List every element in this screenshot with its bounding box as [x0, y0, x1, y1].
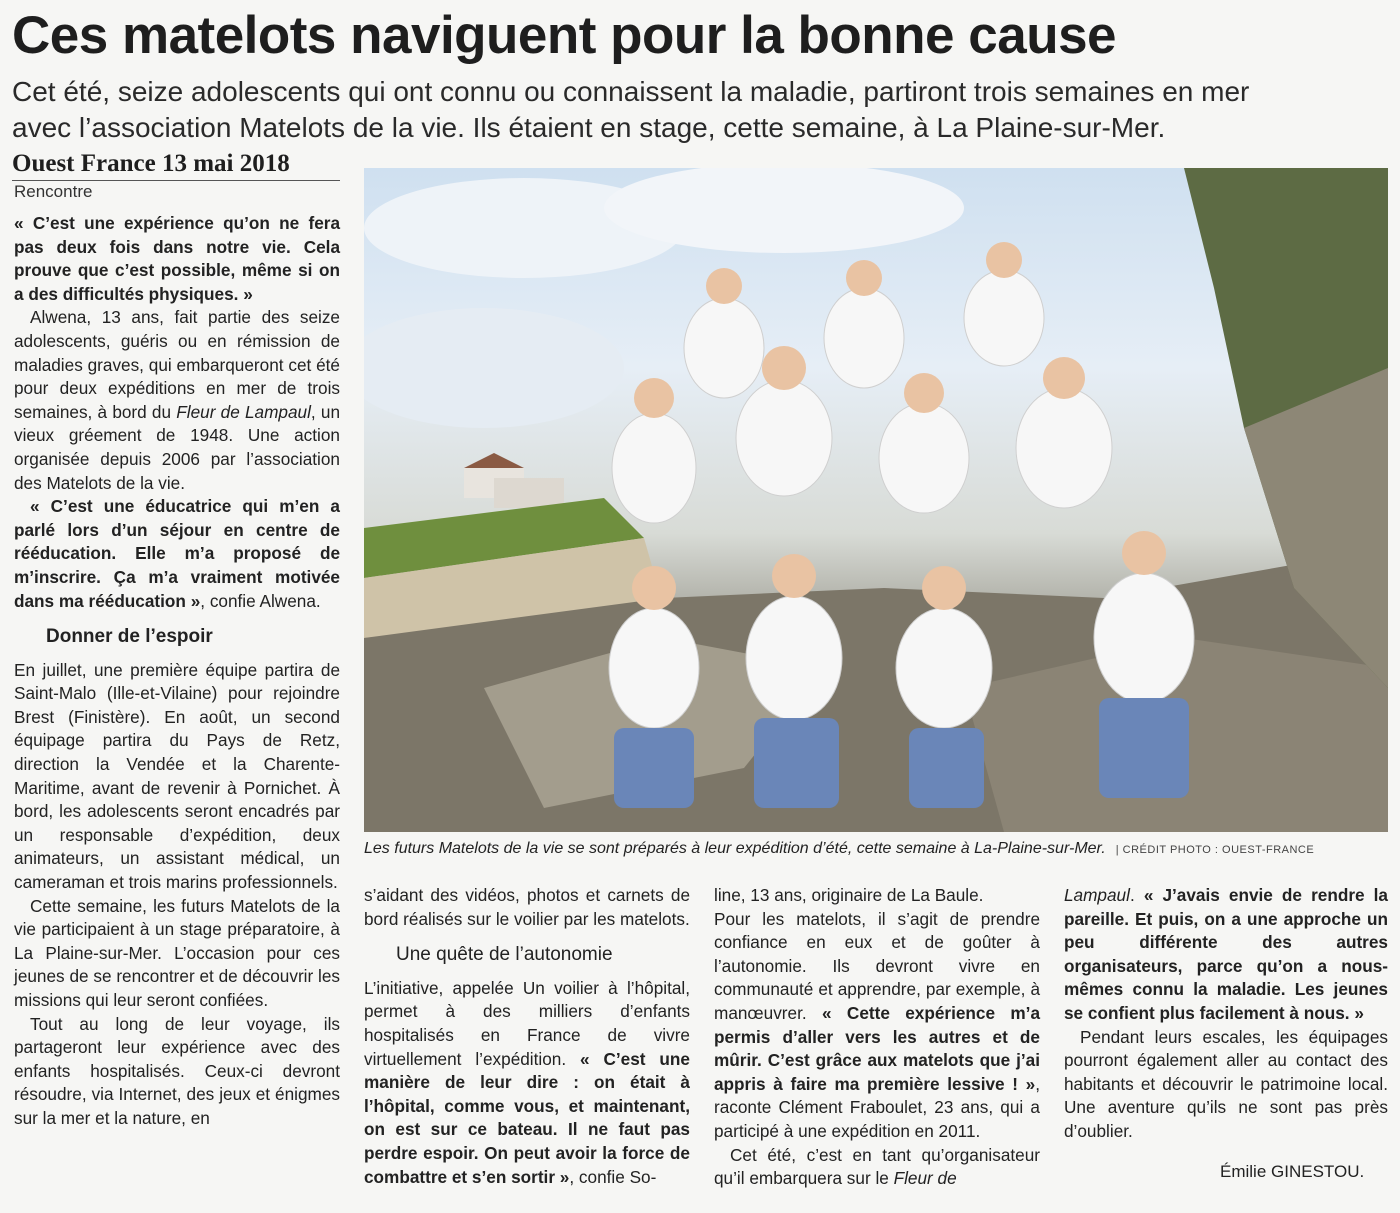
rubric-label: Rencontre	[14, 182, 93, 201]
paragraph: Cette semaine, les futurs Matelots de la vie participaient à un stage préparatoire, à La Plaine-sur-Mer. L’occasion pour ces jeunes de se rencontrer et de découvrir les missions qui leur seront confiées.	[14, 895, 340, 1010]
source-dateline: Ouest France 13 mai 2018	[12, 150, 340, 181]
paragraph: Pour les matelots, il s’agit de prendre confiance en eux et de goûter à l’autonomie. Ils devront vivre en communauté et apprendre, par exemple, à manœuvrer. « Cette expérience m’a permis d’aller vers les autres et de mûrir. C’est grâce aux matelots que j’ai appris à faire ma première lessive ! », raconte Clément Fraboulet, 23 ans, qui a participé à une expédition en 2011.	[714, 908, 1041, 1141]
headline: Ces matelots naviguent pour la bonne cause	[12, 6, 1117, 65]
subhead-quete-autonomie: Une quête de l’autonomie	[396, 944, 613, 966]
opening-quote	[14, 212, 340, 306]
photo-caption	[364, 840, 1388, 858]
paragraph: Cet été, c’est en tant qu’organisateur qu’il embarquera sur le Fleur de	[714, 1144, 1040, 1189]
paragraph: s’aidant des vidéos, photos et carnets de bord réalisés sur le voilier par les matelots.	[364, 885, 690, 929]
deck-line-2: avec l’association Matelots de la vie. Ils étaient en stage, cette semaine, à La Plaine-sur-Mer.	[12, 112, 1166, 143]
paragraph: Lampaul. « J’avais envie de rendre la pareille. Et puis, on a une approche un peu différente des autres organisateurs, parce qu’on a nous-mêmes connu la maladie. Les jeunes se confient plus facilement à nous. »	[1064, 885, 1388, 1023]
paragraph: Alwena, 13 ans, fait partie des seize adolescents, guéris ou en rémission de maladies graves, qui embarqueront cet été pour deux expéditions en mer de trois semaines, à bord du Fleur de Lampaul, un vieux gréement de 1948. Une action organisée depuis 2006 par l’association des Matelots de la vie.	[14, 307, 341, 493]
ship-name: Fleur de Lampaul	[176, 401, 311, 422]
column-4	[1064, 884, 1388, 1144]
ship-name: Fleur de	[893, 1168, 957, 1189]
column-3	[714, 884, 1040, 1191]
quote: « Cette expérience m’a permis d’aller vers les autres et de mûrir. C’est grâce aux matelots que j’ai appris à faire ma première lessive ! »	[714, 1002, 1041, 1094]
deck	[12, 74, 1392, 146]
quote: « C’est une manière de leur dire : on était à l’hôpital, comme vous, et maintenant, on est sur ce bateau. Il ne faut pas perdre espoir. On peut avoir la force de combattre et s’en sortir »	[364, 1048, 690, 1187]
opening-quote-text: « C’est une expérience qu’on ne fera pas deux fois dans notre vie. Cela prouve que c’est possible, même si on a des difficultés physiques. »	[14, 213, 340, 304]
column-2	[364, 884, 690, 1189]
subhead-donner-espoir: Donner de l’espoir	[46, 626, 213, 648]
quote: « J’avais envie de rendre la pareille. Et puis, on a une approche un peu différente des autres organisateurs, parce qu’on a nous-mêmes connu la maladie. Les jeunes se confient plus facilement à nous. »	[1064, 885, 1388, 1023]
paragraph: L’initiative, appelée Un voilier à l’hôpital, permet à des milliers d’enfants hospitalisés en France de vivre virtuellement l’expédition. « C’est une manière de leur dire : on était à l’hôpital, comme vous, et maintenant, on est sur ce bateau. Il ne faut pas perdre espoir. On peut avoir la force de combattre et s’en sortir », confie So-	[364, 977, 690, 1187]
paragraph: Pendant leurs escales, les équipages pourront également aller au contact des habitants et découvrir le patrimoine local. Une aventure qu’ils ne sont pas près d’oublier.	[1064, 1026, 1388, 1141]
quote: « C’est une éducatrice qui m’en a parlé lors d’un séjour en centre de rééducation. Elle m’a proposé de m’inscrire. Ça m’a vraiment motivée dans ma rééducation »	[14, 496, 340, 611]
group-photo-illustration	[364, 168, 1388, 832]
photo-credit: | CRÉDIT PHOTO : OUEST-FRANCE	[1115, 844, 1315, 856]
paragraph: En juillet, une première équipe partira de Saint-Malo (Ille-et-Vilaine) pour rejoindre Brest (Finistère). En août, un second équipage partira du Pays de Retz, direction la Vendée et la Charente-Maritime, avant de revenir à Pornichet. À bord, les adolescents seront encadrés par un responsable d’expédition, deux animateurs, un assistant médical, un cameraman et trois marins professionnels.	[14, 659, 340, 893]
deck-line-1: Cet été, seize adolescents qui ont connu ou connaissent la maladie, partiront trois semaines en mer	[12, 76, 1250, 107]
group-photo	[364, 168, 1388, 832]
paragraph: line, 13 ans, originaire de La Baule.	[714, 885, 984, 905]
author-signature: Émilie GINESTOU.	[1220, 1162, 1365, 1181]
ship-name: Lampaul	[1064, 885, 1130, 905]
paragraph: « C’est une éducatrice qui m’en a parlé lors d’un séjour en centre de rééducation. Elle m’a proposé de m’inscrire. Ça m’a vraiment motivée dans ma rééducation », confie Alwena.	[14, 496, 340, 611]
paragraph: Tout au long de leur voyage, ils partageront leur expérience avec des enfants hospitalisés. Ceux-ci devront résoudre, via Internet, des jeux et énigmes sur la mer et la nature, en	[14, 1013, 340, 1128]
photo-caption-text: Les futurs Matelots de la vie se sont préparés à leur expédition d’été, cette semaine à La-Plaine-sur-Mer.	[364, 840, 1106, 857]
column-1	[14, 212, 340, 1131]
